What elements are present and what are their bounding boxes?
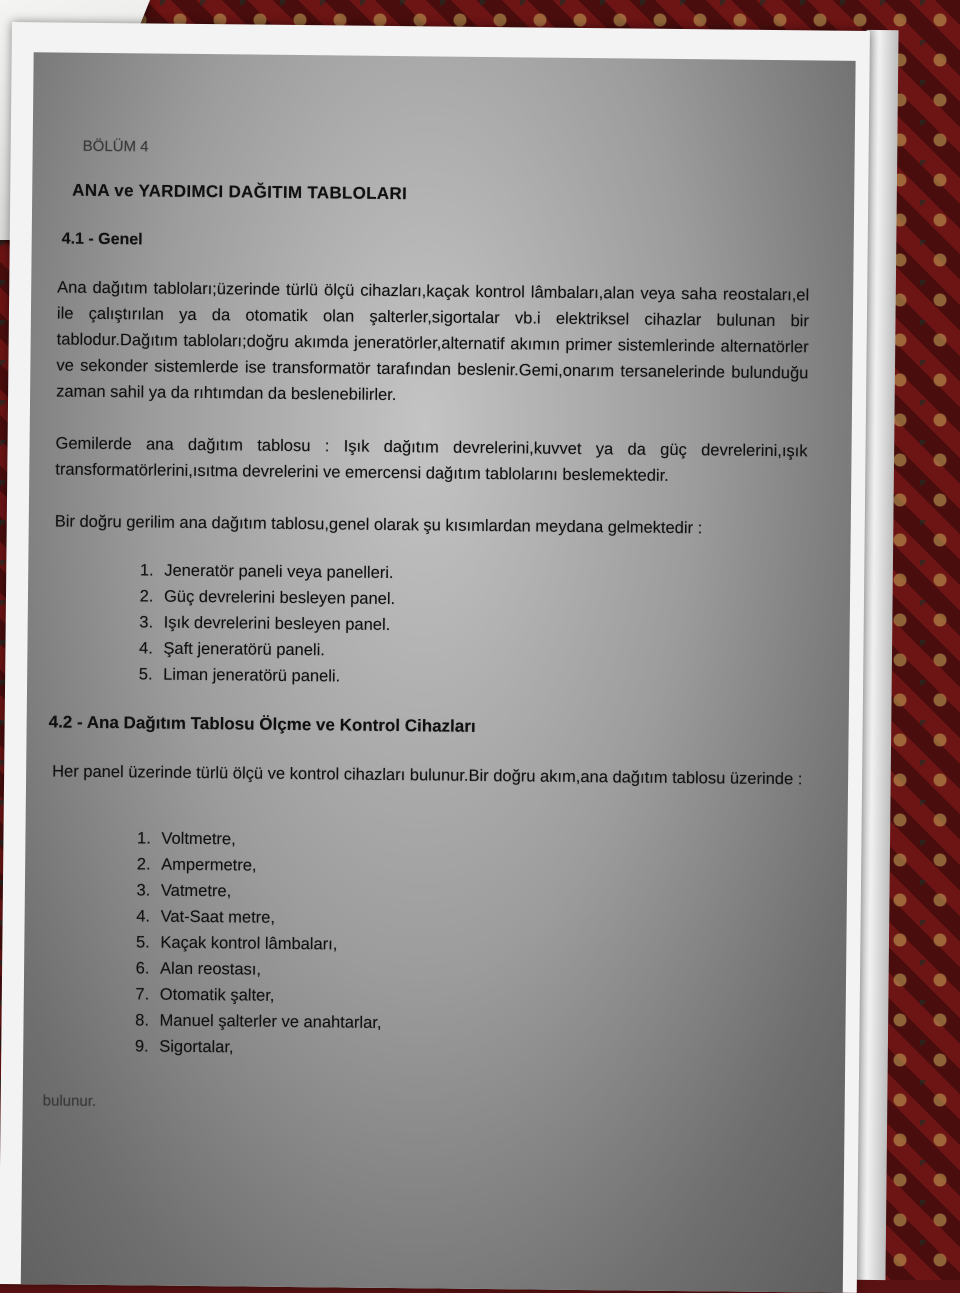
paragraph-1: Ana dağıtım tabloları;üzerinde türlü ölçü cihazları,kaçak kontrol lâmbaları,alan veya saha reostaları,el ile çalıştırılan ya da otomatik olan şalterler,sigortalar vb.i elektriksel cihazlar bulunan bir tablodur.Dağıtım tabloları;doğru akımda jeneratörler,alternatif akımın primer sistemlerinde alternatörler ve sekonder sistemlerde ise transformatör tarafından beslenir.Gemi,onarım tersanelerinde bulunduğu zaman sahil ya da rıhtımdan da beslenebilirler. <box>56 278 810 405</box>
list-item: 4. Şaft jeneratörü paneli. <box>157 636 817 669</box>
section-2-title: 4.2 - Ana Dağıtım Tablosu Ölçme ve Kontrol Cihazları <box>48 712 476 736</box>
list-item: 4. Vat-Saat metre, <box>155 904 815 937</box>
list-item: 7. Otomatik şalter, <box>154 982 814 1015</box>
list-item: 5. Liman jeneratörü paneli. <box>157 662 817 695</box>
printed-area <box>21 52 856 1293</box>
paragraph-4: Her panel üzerinde türlü ölçü ve kontrol cihazları bulunur.Bir doğru akım,ana dağıtım tablosu üzerinde : <box>52 762 803 789</box>
paragraph-3: Bir doğru gerilim ana dağıtım tablosu,genel olarak şu kısımlardan meydana gelmektedir : <box>54 512 703 538</box>
document-title: ANA ve YARDIMCI DAĞITIM TABLOLARI <box>72 180 408 204</box>
list-item: 3. Vatmetre, <box>155 878 815 911</box>
chapter-label: BÖLÜM 4 <box>82 137 149 156</box>
document-content <box>43 107 823 1117</box>
list-item: 5. Kaçak kontrol lâmbaları, <box>154 930 814 963</box>
device-list <box>43 824 815 1066</box>
panel-list <box>47 556 818 694</box>
list-item: 2. Güç devrelerini besleyen panel. <box>158 584 818 617</box>
list-item: 3. Işık devrelerini besleyen panel. <box>158 610 818 643</box>
section-1-title: 4.1 - Genel <box>61 230 143 249</box>
paper-page <box>0 22 870 1293</box>
list-item: 8. Manuel şalterler ve anahtarlar, <box>153 1008 813 1041</box>
list-item: 1. Jeneratör paneli veya panelleri. <box>158 558 818 591</box>
list-item: 6. Alan reostası, <box>154 956 814 989</box>
paragraph-2: Gemilerde ana dağıtım tablosu : Işık dağıtım devrelerini,kuvvet ya da güç devrelerini,ışık transformatörlerini,ısıtma devrelerini ve emercensi dağıtım tablolarını beslemektedir. <box>55 434 808 485</box>
list-item: 9. Sigortalar, <box>153 1034 813 1067</box>
closing-word: bulunur. <box>42 1092 97 1110</box>
list-item: 1. Voltmetre, <box>155 826 815 859</box>
list-item: 2. Ampermetre, <box>155 852 815 885</box>
